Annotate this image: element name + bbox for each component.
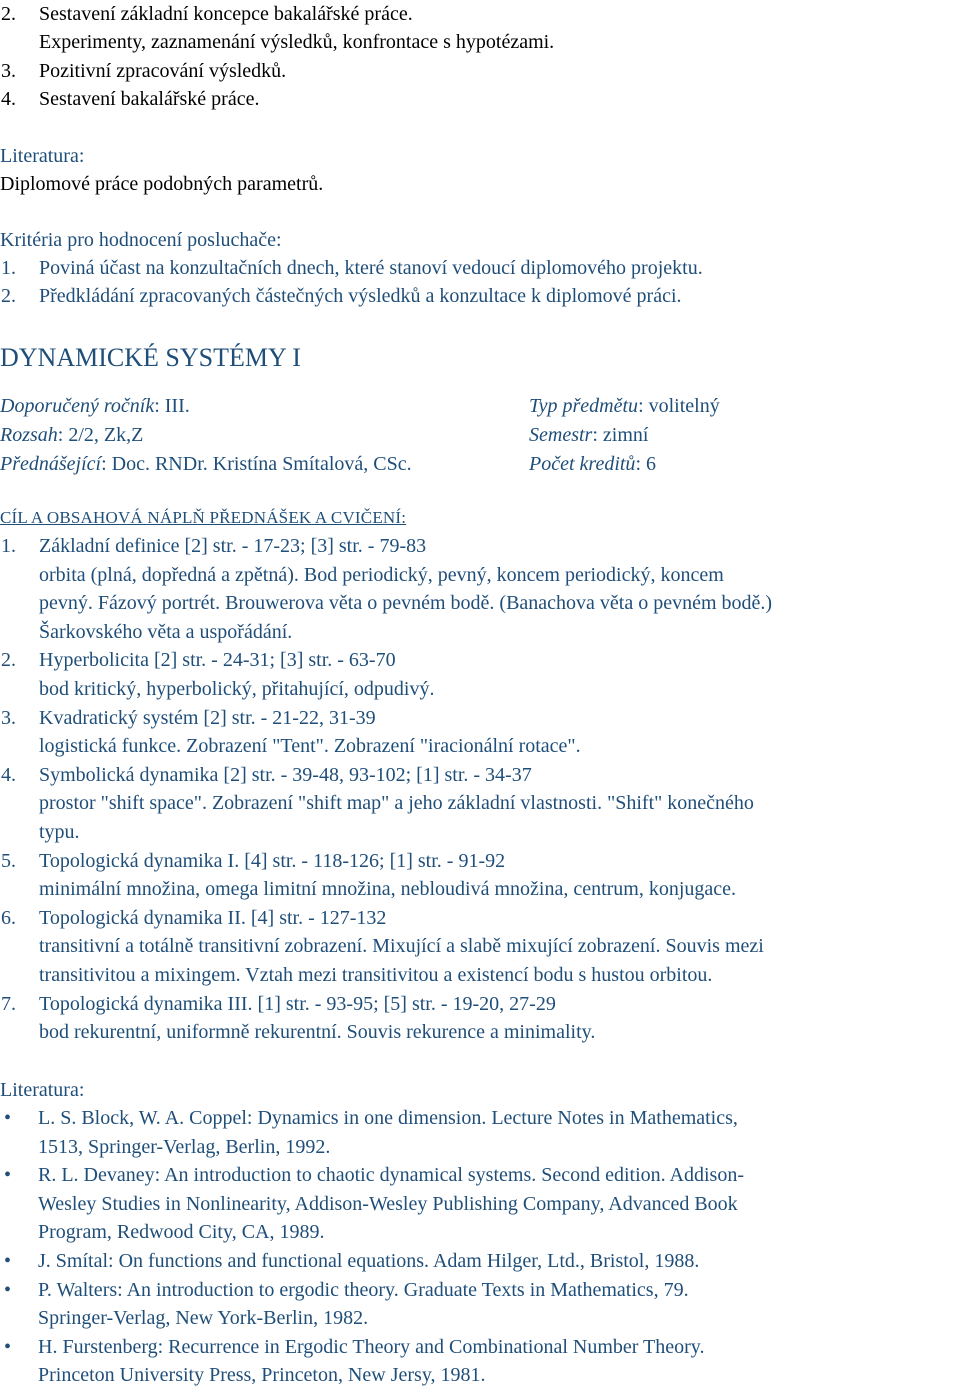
content-item — [0, 990, 556, 1019]
item-description: pevný. Fázový portrét. Brouwerova věta o pevném bodě. (Banachova věta o pevném bodě.) — [39, 592, 773, 615]
lecturer-value: : Doc. RNDr. Kristína Smítalová, CSc. — [101, 453, 412, 475]
reference-text: H. Furstenberg: Recurrence in Ergodic Theory and Combinational Number Theory. — [38, 1335, 705, 1358]
item-title: Topologická dynamika I. [4] str. - 118-126; [1] str. - 91-92 — [39, 849, 506, 872]
item-description: Šarkovského věta a uspořádání. — [39, 620, 293, 643]
item-title: Symbolická dynamika [2] str. - 39-48, 93-102; [1] str. - 34-37 — [39, 763, 532, 786]
course-meta-row — [0, 392, 960, 421]
course-meta-row — [0, 421, 960, 450]
course-meta-row — [0, 450, 960, 479]
criteria-item — [0, 254, 703, 283]
content-item — [0, 904, 386, 933]
reference-text: Springer-Verlag, New York-Berlin, 1982. — [38, 1307, 369, 1330]
reference-text: L. S. Block, W. A. Coppel: Dynamics in one dimension. Lecture Notes in Mathematics, — [38, 1107, 738, 1129]
item-title: Topologická dynamika III. [1] str. - 93-95; [5] str. - 19-20, 27-29 — [39, 992, 556, 1015]
criteria-heading: Kritéria pro hodnocení posluchače: — [0, 229, 282, 251]
bullet-icon: • — [4, 1335, 12, 1358]
credits-label: Počet kreditů — [529, 453, 636, 475]
list-item-continuation: Experimenty, zaznamenání výsledků, konfrontace s hypotézami. — [39, 31, 555, 53]
scope-label: Rozsah — [0, 424, 58, 446]
bullet-icon: • — [4, 1164, 12, 1187]
item-description: prostor "shift space". Zobrazení "shift map" a jeho základní vlastnosti. "Shift" konečného — [39, 792, 754, 815]
list-item — [0, 85, 259, 114]
item-text: Poviná účast na konzultačních dnech, které stanoví vedoucí diplomového projektu. — [39, 257, 703, 279]
item-description: transitivitou a mixingem. Vztah mezi transitivitou a existencí bodu s hustou orbitou. — [39, 964, 713, 986]
lecturer-label: Přednášející — [0, 453, 102, 475]
credits-value: : 6 — [635, 453, 656, 475]
item-text: Pozitivní zpracování výsledků. — [39, 60, 287, 82]
type-field — [529, 392, 720, 421]
item-number: 5. — [1, 849, 16, 872]
bullet-icon: • — [4, 1107, 12, 1129]
item-text: Předkládání zpracovaných částečných výsledků a konzultace k diplomové práci. — [39, 285, 682, 307]
literature-heading: Literatura: — [0, 1079, 85, 1101]
semester-value: : zimní — [592, 424, 649, 446]
reference-continuation — [0, 1304, 368, 1333]
list-item — [0, 0, 413, 29]
item-number: 2. — [1, 3, 16, 25]
item-title: Hyperbolicita [2] str. - 24-31; [3] str. - 63-70 — [39, 649, 396, 672]
reference-item — [0, 1276, 689, 1305]
criteria-item — [0, 282, 682, 311]
semester-label: Semestr — [529, 424, 593, 446]
content-item — [0, 646, 396, 675]
reference-continuation — [0, 1190, 738, 1219]
item-description: bod kritický, hyperbolický, přitahující, odpudivý. — [39, 678, 435, 700]
content-item — [0, 847, 505, 876]
item-number: 1. — [1, 535, 16, 557]
reference-text: 1513, Springer-Verlag, Berlin, 1992. — [38, 1135, 331, 1158]
reference-continuation — [0, 1133, 330, 1162]
year-value: : III. — [154, 395, 190, 417]
credits-field — [529, 450, 656, 479]
reference-continuation — [0, 1361, 486, 1390]
item-text: Sestavení bakalářské práce. — [39, 88, 260, 110]
item-title: Topologická dynamika II. [4] str. - 127-132 — [39, 906, 387, 929]
reference-text: Program, Redwood City, CA, 1989. — [38, 1221, 325, 1244]
item-description: orbita (plná, dopředná a zpětná). Bod periodický, pevný, koncem periodický, koncem — [39, 563, 724, 586]
type-value: : volitelný — [638, 395, 720, 417]
reference-item — [0, 1333, 705, 1362]
item-number: 2. — [1, 285, 16, 307]
item-description: transitivní a totálně transitivní zobrazení. Mixující a slabě mixující zobrazení. Souvis mezi — [39, 935, 764, 958]
reference-text: Princeton University Press, Princeton, New Jersy, 1981. — [38, 1364, 486, 1387]
reference-text: J. Smítal: On functions and functional equations. Adam Hilger, Ltd., Bristol, 1988. — [38, 1250, 700, 1272]
item-title: Kvadratický systém [2] str. - 21-22, 31-39 — [39, 706, 376, 729]
item-number: 3. — [1, 60, 16, 82]
reference-text: R. L. Devaney: An introduction to chaotic dynamical systems. Second edition. Addison- — [38, 1164, 744, 1187]
course-title: DYNAMICKÉ SYSTÉMY I — [0, 343, 301, 372]
item-description: typu. — [39, 821, 80, 843]
year-label: Doporučený ročník — [0, 395, 155, 417]
item-number: 6. — [1, 906, 16, 929]
reference-item — [0, 1247, 699, 1276]
type-label: Typ předmětu — [529, 395, 639, 417]
semester-field — [529, 421, 648, 450]
content-heading: CÍL A OBSAHOVÁ NÁPLŇ PŘEDNÁŠEK A CVIČENÍ: — [0, 508, 407, 527]
reference-item — [0, 1104, 738, 1133]
item-description: minimální množina, omega limitní množina, nebloudivá množina, centrum, konjugace. — [39, 878, 737, 901]
reference-item — [0, 1161, 744, 1190]
item-number: 2. — [1, 649, 16, 672]
item-description: logistická funkce. Zobrazení "Tent". Zobrazení "iracionální rotace". — [39, 735, 581, 758]
literature-text: Diplomové práce podobných parametrů. — [0, 173, 324, 195]
content-item — [0, 704, 376, 733]
item-number: 4. — [1, 88, 16, 110]
content-item — [0, 761, 532, 790]
item-number: 1. — [1, 257, 16, 279]
content-item — [0, 532, 426, 561]
reference-text: Wesley Studies in Nonlinearity, Addison-Wesley Publishing Company, Advanced Book — [38, 1192, 738, 1215]
literature-heading: Literatura: — [0, 145, 85, 167]
bullet-icon: • — [4, 1250, 12, 1272]
item-description: bod rekurentní, uniformně rekurentní. Souvis rekurence a minimality. — [39, 1021, 596, 1044]
item-number: 7. — [1, 992, 16, 1015]
reference-continuation — [0, 1218, 324, 1247]
item-number: 3. — [1, 706, 16, 729]
list-item — [0, 57, 286, 86]
item-number: 4. — [1, 763, 16, 786]
item-text: Sestavení základní koncepce bakalářské práce. — [39, 3, 413, 25]
bullet-icon: • — [4, 1278, 12, 1301]
reference-text: P. Walters: An introduction to ergodic theory. Graduate Texts in Mathematics, 79. — [38, 1278, 689, 1301]
scope-value: : 2/2, Zk,Z — [57, 424, 144, 446]
item-title: Základní definice [2] str. - 17-23; [3] str. - 79-83 — [39, 535, 427, 557]
